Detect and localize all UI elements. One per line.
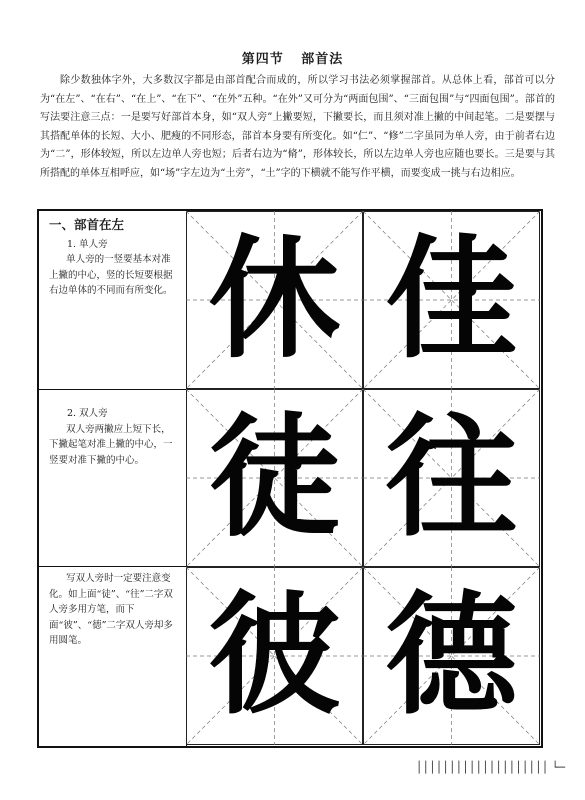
item-text: 写双人旁时一定要注意变化。如上面“徒”、“往”二字双人旁多用方笔，而下面“彼”、“德”二字双人旁却多用圆笔。 [49, 573, 173, 646]
grid-cell [186, 211, 363, 389]
grid-cell [363, 389, 540, 567]
practice-table [37, 209, 543, 748]
item-subtitle: 2. 双人旁 [67, 408, 108, 419]
grid-cell [186, 389, 363, 567]
calligraphy-character: 徒 [208, 400, 341, 555]
item-text: 单人旁的一竖要基本对准上撇的中心，竖的长短要根据右边单体的不同而有所变化。 [49, 254, 173, 296]
character-grid [186, 211, 541, 746]
calligraphy-character: 休 [208, 222, 341, 377]
explanation-variation-note [39, 566, 186, 746]
grid-cell [363, 211, 540, 389]
item-subtitle: 1. 单人旁 [67, 238, 108, 250]
intro-paragraph: 除少数独体字外，大多数汉字都是由部首配合而成的，所以学习书法必须掌握部首。从总体上看，部首可以分为“在左”、“在右”、“在上”、“在下”、“在外”五种。“在外”又可分为“两面包围”、“三面包围”与“四面包围”。部首的写法要注意三点：一是要写好部首本身，如“双人旁”上撇要短，下撇要长，而且须对准上撇的中间起笔。二是要摆与其搭配单体的长短、大小、肥瘦的不同形态，部首本身要有所变化。如“仁”、“修”二字虽同为单人旁，由于前者右边为“二”，形体较短，所以左边单人旁也短；后者右边为“脩”，形体较长，所以左边单人旁也应随也要长。三是要与其所搭配的单体互相呼应，如“场”字左边为“土旁”，“土”字的下横就不能写作平横，而要变成一挑与右边相应。 [40, 75, 555, 179]
explanation-double-person-radical [39, 389, 186, 566]
section-number: 第四节 [241, 52, 284, 67]
explanation-single-person-radical [39, 211, 186, 389]
grid-cell [363, 567, 540, 745]
explanation-column [39, 211, 187, 746]
calligraphy-character: 彼 [208, 578, 341, 733]
calligraphy-character: 往 [385, 400, 518, 555]
item-text: 双人旁两撇应上短下长，下撇起笔对准上撇的中心，一竖要对准下撇的中心。 [49, 423, 173, 466]
calligraphy-character: 德 [385, 578, 518, 733]
footer-mark: ││││││││││││││││││││ └─ [415, 761, 565, 774]
section-title [0, 48, 585, 67]
calligraphy-character: 佳 [385, 222, 518, 377]
grid-cell [186, 567, 363, 745]
section-name: 部首法 [301, 52, 344, 67]
subsection-heading: 一、部首在左 [49, 217, 125, 232]
